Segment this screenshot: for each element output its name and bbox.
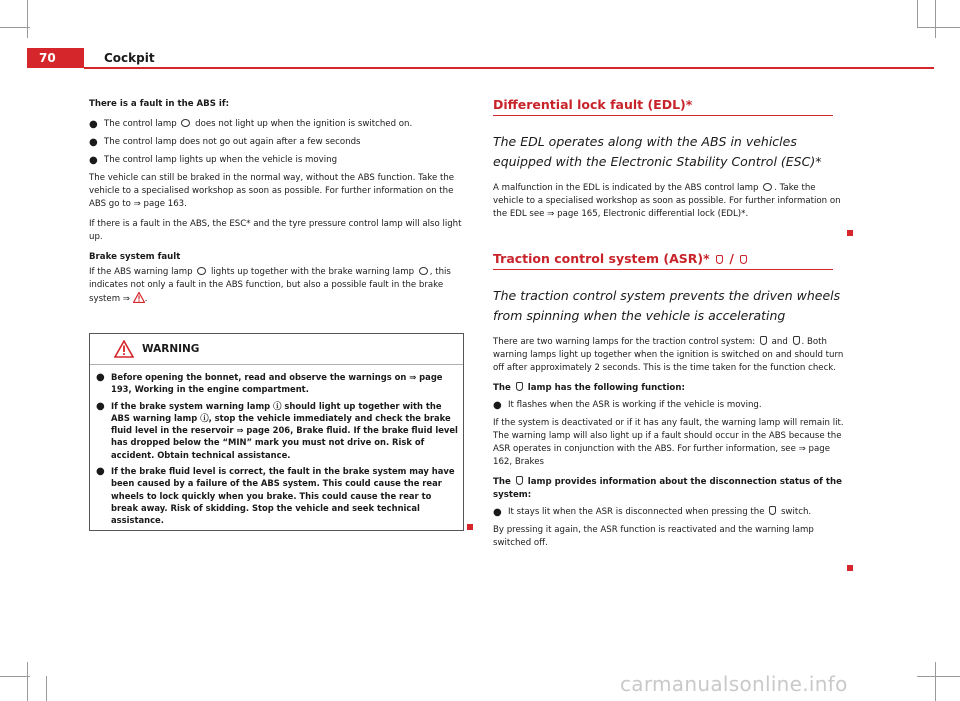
warning-triangle-icon xyxy=(114,340,134,358)
bullet-icon: ● xyxy=(96,400,105,412)
crop-mark xyxy=(935,0,936,38)
warning-title: WARNING xyxy=(142,343,200,355)
abs-lamp-icon xyxy=(181,119,190,127)
warning-body xyxy=(90,365,463,527)
paragraph-brake-fault: If the ABS warning lamp lights up together with the brake warning lamp , this indicates not only a fault in the ABS function, but also a possible fault in the brake system ⇒ . xyxy=(89,267,451,304)
asr-paragraph-2: If the system is deactivated or if it has any fault, the warning lamp will remain lit. The warning lamp will also light up if a fault should occur in the ABS because the ASR operates in conjunction with the ABS. For further information, see ⇒ page 162, Brakes xyxy=(493,418,844,467)
list-item: ● It stays lit when the ASR is disconnected when pressing the switch. xyxy=(493,507,812,518)
watermark: carmanualsonline.info xyxy=(620,672,848,696)
edl-heading: Differential lock fault (EDL)* xyxy=(493,98,833,116)
list-item: ● Before opening the bonnet, read and observe the warnings on ⇒ page 193, Working in the engine compartment. xyxy=(96,372,443,395)
page-number: 70 xyxy=(27,48,84,68)
asr-paragraph-1: There are two warning lamps for the traction control system: and . Both warning lamps light up together when the ignition is switched on and should turn off after approximately 2 seconds. This is the time taken for the function check. xyxy=(493,337,844,373)
crop-mark xyxy=(27,0,28,38)
edl-paragraph: A malfunction in the EDL is indicated by the ABS control lamp . Take the vehicle to a specialised workshop as soon as possible. For further information on the EDL see ⇒ page 165, Electronic differential lock (EDL)*. xyxy=(493,183,841,219)
warning-triangle-icon[interactable] xyxy=(133,292,145,303)
bullet-icon: ● xyxy=(493,507,502,518)
crop-mark xyxy=(0,676,30,677)
crop-mark xyxy=(917,0,918,28)
crop-mark xyxy=(46,676,47,701)
asr-off-lamp-icon xyxy=(516,476,523,485)
asr-off-lamp-icon xyxy=(769,506,776,515)
asr-paragraph-3: By pressing it again, the ASR function is reactivated and the warning lamp switched off. xyxy=(493,525,814,548)
crop-mark xyxy=(917,27,960,28)
abs-fault-heading: There is a fault in the ABS if: xyxy=(89,99,230,109)
bullet-icon: ● xyxy=(89,137,98,148)
crop-mark xyxy=(27,662,28,701)
header-rule xyxy=(84,67,934,69)
list-item: ● It flashes when the ASR is working if the vehicle is moving. xyxy=(493,400,762,411)
list-item: ● The control lamp does not light up when the ignition is switched on. xyxy=(89,119,413,130)
asr-lamp-icon xyxy=(716,255,723,264)
left-column xyxy=(89,98,465,313)
list-item: ● The control lamp lights up when the vehicle is moving xyxy=(89,155,338,166)
crop-mark xyxy=(0,27,30,28)
bullet-icon: ● xyxy=(89,119,98,130)
bullet-icon: ● xyxy=(493,400,502,411)
abs-lamp-icon xyxy=(763,183,772,191)
edl-lead: The EDL operates along with the ABS in vehicles equipped with the Electronic Stability Control (ESC)* xyxy=(493,134,822,169)
crop-mark xyxy=(917,676,960,677)
asr-function-heading: The lamp has the following function: xyxy=(493,383,685,393)
section-end-mark xyxy=(847,565,853,571)
bullet-icon: ● xyxy=(96,372,105,383)
paragraph-fault: If there is a fault in the ABS, the ESC* and the tyre pressure control lamp will also light up. xyxy=(89,219,462,242)
asr-heading: Traction control system (ASR)* / xyxy=(493,252,833,270)
list-item: ● If the brake fluid level is correct, the fault in the brake system may have been caused by a failure of the ABS system. This could cause the rear wheels to lock quickly when you brake. This could cause the rear to break away. Risk of skidding. Stop the vehicle and seek technical assistance. xyxy=(96,466,455,526)
page-title: Cockpit xyxy=(104,51,155,65)
paragraph-braking: The vehicle can still be braked in the normal way, without the ABS function. Take the vehicle to a specialised workshop as soon as possible. For further information on the ABS go to ⇒ page 163. xyxy=(89,173,455,209)
warning-box xyxy=(89,333,464,531)
asr-disconnect-heading: The lamp provides information about the disconnection status of the system: xyxy=(493,477,842,500)
asr-lamp-icon xyxy=(516,382,523,391)
section-end-mark xyxy=(467,524,473,530)
crop-mark xyxy=(935,662,936,701)
section-end-mark xyxy=(847,230,853,236)
brake-fault-heading: Brake system fault xyxy=(89,252,181,262)
bullet-icon: ● xyxy=(96,466,105,478)
warning-header xyxy=(90,334,463,365)
asr-off-lamp-icon xyxy=(793,336,800,345)
abs-lamp-icon xyxy=(197,267,206,275)
list-item: ● If the brake system warning lamp ⓘ should light up together with the ABS warning lamp ⓘ, stop the vehicle immediately and check the brake fluid level in the reservoir ⇒ page 206, Brake fluid. If the brake fluid level has dropped below the “MIN” mark you must not drive on. Risk of accident. Obtain technical assistance. xyxy=(96,400,458,460)
bullet-icon: ● xyxy=(89,155,98,166)
right-column xyxy=(493,98,847,557)
asr-lamp-icon xyxy=(760,336,767,345)
list-item: ● The control lamp does not go out again after a few seconds xyxy=(89,137,361,148)
brake-lamp-icon xyxy=(419,267,428,275)
asr-off-lamp-icon xyxy=(740,255,747,264)
asr-lead: The traction control system prevents the driven wheels from spinning when the vehicle is accelerating xyxy=(493,288,841,323)
